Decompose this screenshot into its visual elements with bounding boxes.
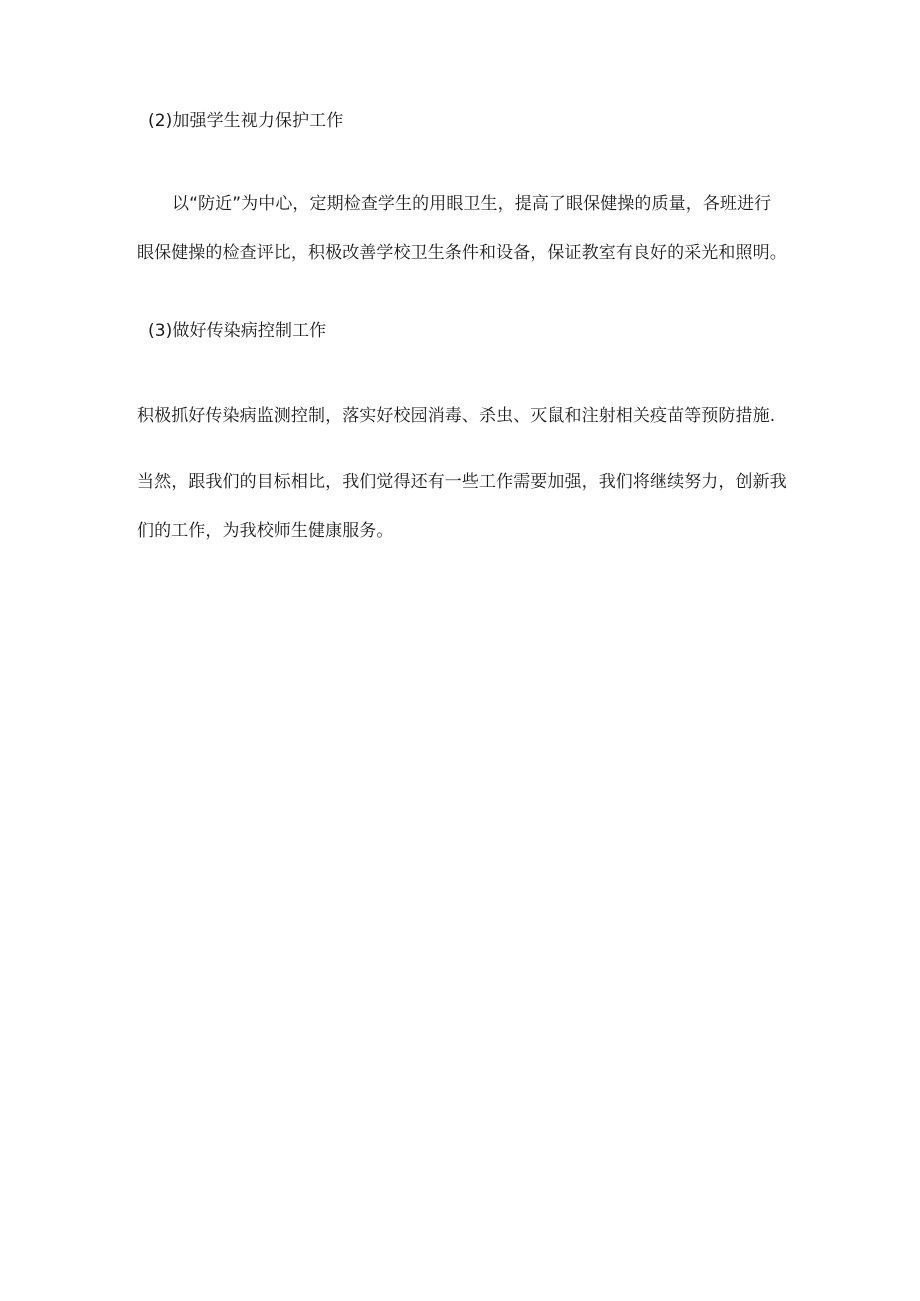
vision-paragraph-line-1: 以“防近”为中心，定期检查学生的用眼卫生，提高了眼保健操的质量，各班进行 (172, 194, 772, 214)
vision-paragraph-line-2: 眼保健操的检查评比，积极改善学校卫生条件和设备，保证教室有良好的采光和照明。 (137, 243, 787, 263)
section-heading-disease-control: (3)做好传染病控制工作 (148, 321, 327, 341)
disease-control-paragraph: 积极抓好传染病监测控制，落实好校园消毒、杀虫、灭鼠和注射相关疫苗等预防措施. (137, 406, 776, 426)
conclusion-paragraph-line-2: 们的工作，为我校师生健康服务。 (137, 521, 394, 541)
section-heading-vision-protection: (2)加强学生视力保护工作 (148, 111, 344, 131)
conclusion-paragraph-line-1: 当然，跟我们的目标相比，我们觉得还有一些工作需要加强，我们将继续努力，创新我 (137, 472, 787, 492)
